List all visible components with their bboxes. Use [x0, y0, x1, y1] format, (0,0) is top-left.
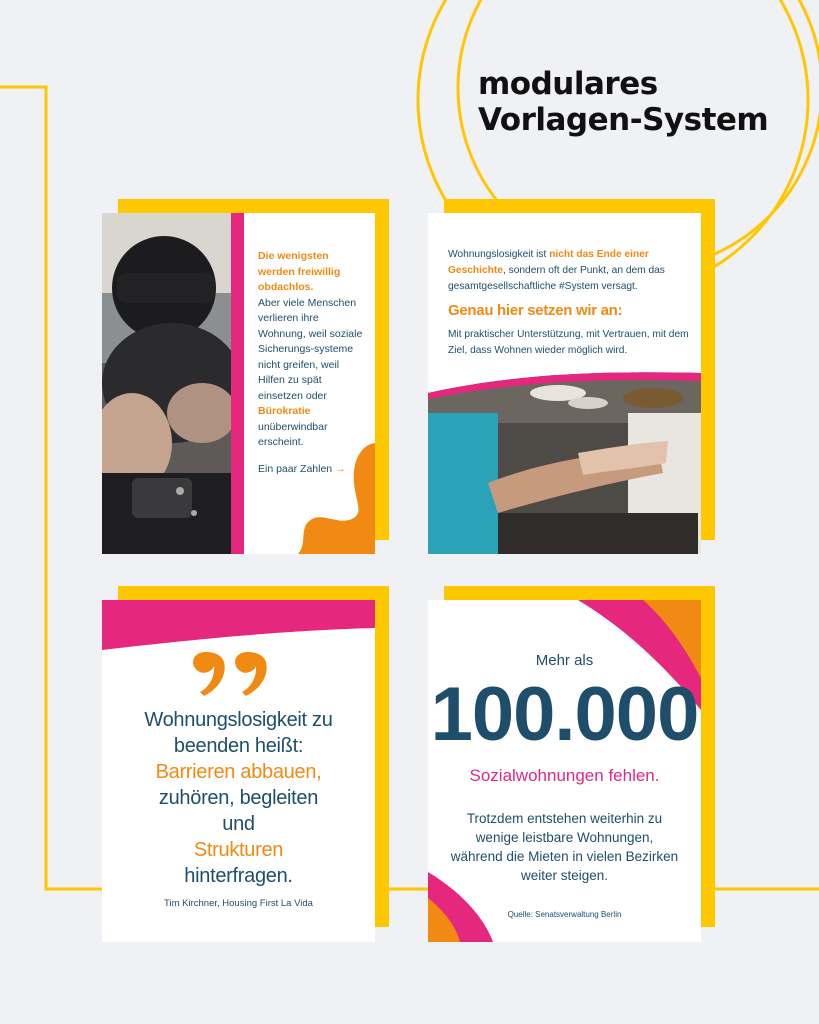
card1-lead: Die wenigsten werden freiwillig obdachlos.: [258, 250, 341, 293]
stat-subtitle: Sozialwohnungen fehlen.: [469, 766, 660, 785]
stat-source: Quelle: Senatsverwaltung Berlin: [507, 910, 622, 919]
quote-line-4: zuhören, begleiten: [158, 787, 319, 809]
orange-blob-shape: [102, 213, 375, 554]
photo-holding-hands: [428, 213, 701, 554]
template-card-2: [428, 213, 701, 554]
quote-line-5b: Strukturen: [193, 839, 284, 861]
quote-line-5a: und: [222, 813, 255, 835]
arrow-right-icon: →: [335, 463, 346, 475]
card2-p1-start: Wohnungslosigkeit ist: [448, 249, 550, 260]
quote-line-6: hinterfragen.: [184, 865, 293, 887]
quote-line-3: Barrieren abbauen,: [155, 761, 322, 783]
stat-body: Trotzdem entstehen weiterhin zu wenige leistbare Wohnungen, während die Mieten in vielen Bezirken weiter steigen.: [450, 811, 679, 883]
card2-p1-highlight: nicht das Ende einer Geschichte: [448, 249, 649, 276]
page-title: [478, 66, 798, 138]
card2-p1-end: , sondern oft der Punkt, an dem das gesamtgesellschaftliche #System versagt.: [448, 265, 665, 292]
page-title-line2: Vorlagen-System: [478, 102, 769, 138]
quote-line-5: [102, 811, 375, 863]
stat-number: 100.000: [430, 672, 699, 757]
stat-intro: Mehr als: [535, 652, 594, 669]
quote-text: [102, 707, 375, 889]
template-card-3: [102, 600, 375, 942]
card1-body-2: unüberwindbar erscheint.: [258, 420, 328, 448]
template-card-1: [102, 213, 375, 554]
card1-body-1: Aber viele Menschen verlieren ihre Wohnung, weil soziale Sicherungs-systeme nicht greifen, weil Hilfen zu spät einsetzen oder: [258, 296, 363, 402]
page-title-line1: modulares: [478, 66, 658, 102]
card2-paragraph-2: Mit praktischer Unterstützung, mit Vertrauen, mit dem Ziel, dass Wohnen wieder möglich wird.: [448, 329, 689, 356]
quote-author: Tim Kirchner, Housing First La Vida: [164, 898, 313, 909]
quote-line-1: Wohnungslosigkeit zu: [144, 709, 333, 731]
template-card-4: [428, 600, 701, 942]
quote-line-2: beenden heißt:: [173, 735, 304, 757]
card1-highlight: Bürokratie: [258, 405, 311, 417]
card2-heading: Genau hier setzen wir an:: [448, 302, 623, 319]
connector-line-left: [0, 87, 102, 889]
link-label: Ein paar Zahlen: [258, 463, 333, 475]
